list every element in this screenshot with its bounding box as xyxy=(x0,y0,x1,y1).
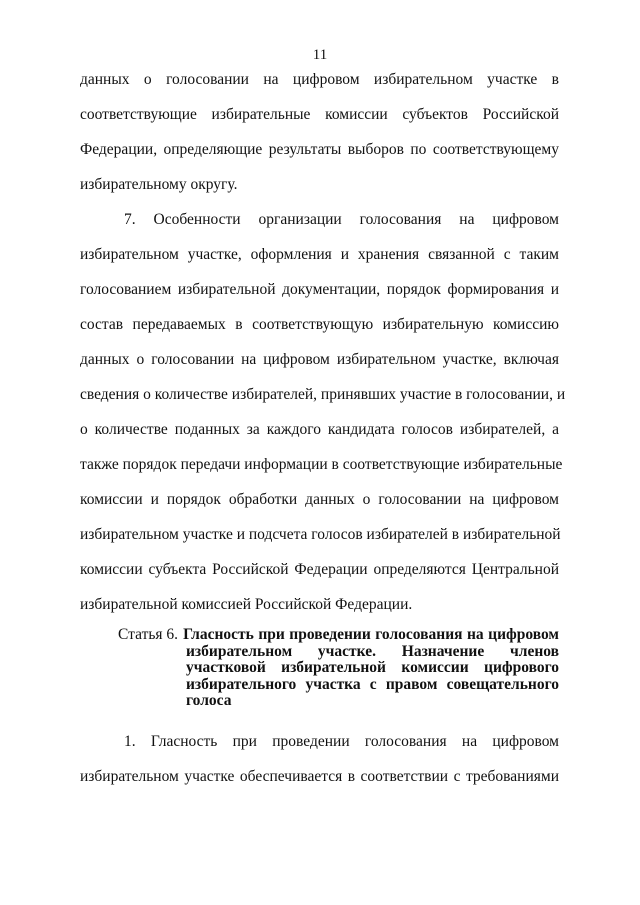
text-line: избирательному округу. xyxy=(80,176,238,193)
text-line: данных о голосовании на цифровом избирательном участке, включая xyxy=(80,351,559,368)
text-line: состав передаваемых в соответствующую избирательную комиссию xyxy=(80,316,559,333)
article-6-heading xyxy=(118,627,559,710)
text-line: комиссии и порядок обработки данных о голосовании на цифровом xyxy=(80,491,559,508)
title-line: избирательном участке. Назначение членов xyxy=(186,642,559,660)
text-line: данных о голосовании на цифровом избирательном участке в xyxy=(80,71,559,88)
text-line: избирательном участке обеспечивается в соответствии с требованиями xyxy=(80,768,559,785)
paragraph-1-article-6 xyxy=(80,724,559,794)
paragraph-7 xyxy=(80,202,566,622)
page-number: 11 xyxy=(312,47,328,63)
title-line: голоса xyxy=(186,692,232,709)
title-line: участковой избирательной комиссии цифрового xyxy=(186,659,559,676)
text-line: Федерации, определяющие результаты выборов по соответствующему xyxy=(80,141,559,158)
text-line: комиссии субъекта Российской Федерации определяются Центральной xyxy=(80,561,559,578)
text-line: 1. Гласность при проведении голосования на цифровом xyxy=(124,733,559,750)
text-line: о количестве поданных за каждого кандидата голосов избирателей, а xyxy=(80,421,559,438)
text-line: голосованием избирательной документации, порядок формирования и xyxy=(80,281,559,298)
title-line: избирательного участка с правом совещательного xyxy=(186,675,559,693)
text-line: избирательной комиссией Российской Федерации. xyxy=(80,596,413,613)
text-line: избирательном участке и подсчета голосов избирателей в избирательной xyxy=(80,526,561,543)
text-line: сведения о количестве избирателей, принявших участие в голосовании, и xyxy=(80,386,566,403)
article-number: Статья 6. xyxy=(118,626,179,643)
text-line: соответствующие избирательные комиссии субъектов Российской xyxy=(80,106,559,123)
title-line: Гласность при проведении голосования на цифровом xyxy=(183,626,559,643)
text-line: 7. Особенности организации голосования на цифровом xyxy=(124,211,559,228)
article-title-continuation xyxy=(186,644,559,710)
text-line: избирательном участке, оформления и хранения связанной с таким xyxy=(80,246,559,263)
paragraph-continuation xyxy=(80,62,566,622)
text-line: также порядок передачи информации в соответствующие избирательные xyxy=(80,456,563,473)
article-title xyxy=(183,627,559,644)
